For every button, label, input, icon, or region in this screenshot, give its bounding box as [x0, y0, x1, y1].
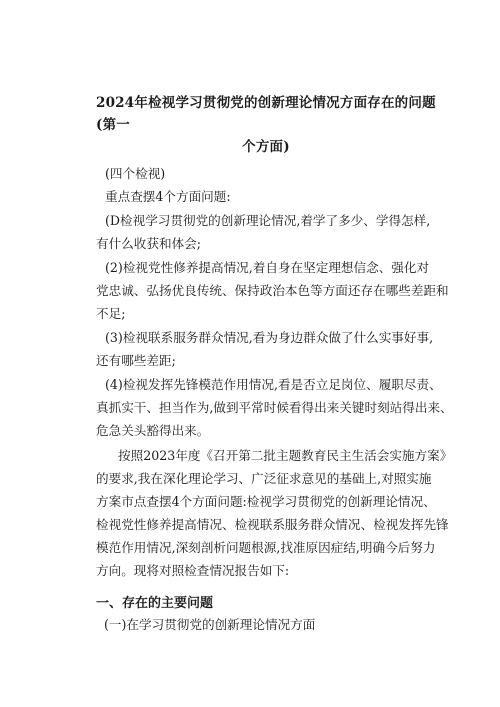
title-line-2: 个方面): [242, 139, 290, 155]
paragraph-line-2: 的要求,我在深化理论学习、广泛征求意见的基础上,对照实施: [96, 471, 432, 486]
item-1-line-2: 有什么收获和体会;: [96, 236, 201, 251]
item-2-line-1: (2)检视党性修养提高情况,着自身在坚定理想信念、强化对: [105, 260, 430, 275]
subsection-heading: (一)在学习贯彻党的创新理论情况方面: [104, 617, 316, 632]
item-2-line-2: 党忠诚、弘扬优良传统、保持政治本色等方面还存在哪些差距和: [96, 283, 449, 298]
item-1-line-1: (D检视学习贯彻党的创新理论情况,着学了多少、学得怎样,: [105, 213, 431, 228]
item-4-line-3: 危急关头豁得出来。: [96, 423, 210, 438]
note-text: (四个检视): [105, 166, 166, 181]
item-3-line-2: 还有哪些差距;: [96, 353, 176, 368]
item-4-line-2: 真抓实干、担当作为,做到平常时候看得出来关键时刻站得出来、: [96, 400, 453, 415]
intro-text: 重点查摆4个方面问题:: [105, 189, 231, 204]
item-2-line-3: 不足;: [96, 306, 126, 321]
section-heading: 一、存在的主要问题: [96, 596, 214, 611]
item-3-line-1: (3)检视联系服务群众情况,看为身边群众做了什么实事好事,: [105, 330, 434, 345]
paragraph-line-5: 模范作用情况,深刻剖析问题根源,找准原因症结,明确今后努力: [96, 540, 436, 555]
paragraph-line-3: 方案市点查摆4个方面问题:检视学习贯彻党的创新理论情况、: [96, 494, 436, 509]
paragraph-line-6: 方向。现将对照检查情况报告如下:: [96, 563, 290, 578]
paragraph-line-4: 检视党性修养提高情况、检视联系服务群众情况、检视发挥先锋: [96, 517, 449, 532]
document-title: [96, 92, 436, 158]
title-line-1: 2024年检视学习贯彻党的创新理论情况方面存在的问题(第一: [96, 95, 436, 133]
item-4-line-1: (4)检视发挥先锋模范作用情况,看是否立足岗位、履职尽责、: [105, 377, 442, 392]
paragraph-line-1: 按照2023年度《召开第二批主题教育民主生活会实施方案》: [118, 448, 453, 463]
